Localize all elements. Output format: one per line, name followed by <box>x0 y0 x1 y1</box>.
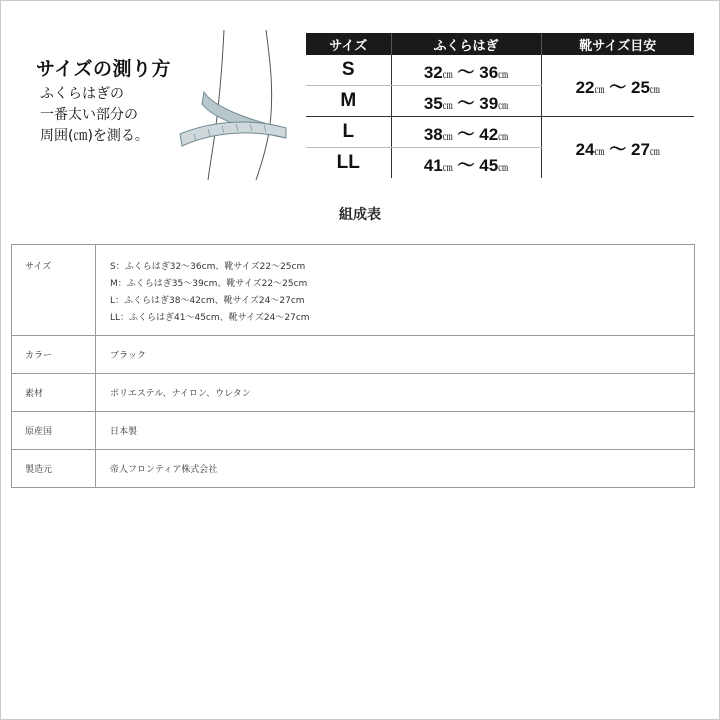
size-row-l <box>306 117 694 148</box>
calf-measuring-tape-illustration <box>174 30 294 180</box>
composition-row-color <box>12 336 695 374</box>
composition-label: 原産国 <box>12 412 96 450</box>
composition-row-material <box>12 374 695 412</box>
shoe-size-range: 22㎝ ～ 25㎝ <box>541 55 694 117</box>
size-detail-line: S：ふくらはぎ32～36cm、靴サイズ22～25cm <box>110 262 306 272</box>
header-size: サイズ <box>306 33 391 55</box>
composition-value <box>96 245 695 336</box>
calf-range: 32㎝ ～ 36㎝ <box>391 55 541 86</box>
composition-row-origin <box>12 412 695 450</box>
size-label: M <box>306 86 391 117</box>
composition-label: 素材 <box>12 374 96 412</box>
size-label: S <box>306 55 391 86</box>
composition-value: 帝人フロンティア株式会社 <box>96 450 695 488</box>
calf-range: 41㎝ ～ 45㎝ <box>391 148 541 179</box>
size-label: LL <box>306 148 391 179</box>
composition-value: 日本製 <box>96 412 695 450</box>
composition-table <box>11 244 695 488</box>
composition-value: ポリエステル、ナイロン、ウレタン <box>96 374 695 412</box>
size-detail-line: L：ふくらはぎ38～42cm、靴サイズ24～27cm <box>110 296 305 306</box>
calf-range: 35㎝ ～ 39㎝ <box>391 86 541 117</box>
composition-heading: 組成表 <box>339 207 381 223</box>
measure-desc-line: ふくらはぎの <box>40 86 124 102</box>
size-chart-table <box>306 33 694 178</box>
size-detail-line: M：ふくらはぎ35～39cm、靴サイズ22～25cm <box>110 279 308 289</box>
size-chart-header <box>306 33 694 55</box>
calf-range: 38㎝ ～ 42㎝ <box>391 117 541 148</box>
composition-label: サイズ <box>12 245 96 336</box>
measure-title: サイズの測り方 <box>36 58 171 80</box>
composition-value: ブラック <box>96 336 695 374</box>
composition-row-manufacturer <box>12 450 695 488</box>
shoe-size-range: 24㎝ ～ 27㎝ <box>575 140 660 159</box>
size-row-s <box>306 55 694 86</box>
composition-label: カラー <box>12 336 96 374</box>
composition-label: 製造元 <box>12 450 96 488</box>
measure-desc-line: 周囲(㎝)を測る。 <box>40 128 149 144</box>
header-shoe-size: 靴サイズ目安 <box>541 33 694 55</box>
composition-row-size <box>12 245 695 336</box>
header-calf: ふくらはぎ <box>391 33 541 55</box>
size-detail-line: LL：ふくらはぎ41～45cm、靴サイズ24～27cm <box>110 313 310 323</box>
measure-desc-line: 一番太い部分の <box>40 107 138 123</box>
size-label: L <box>306 117 391 148</box>
